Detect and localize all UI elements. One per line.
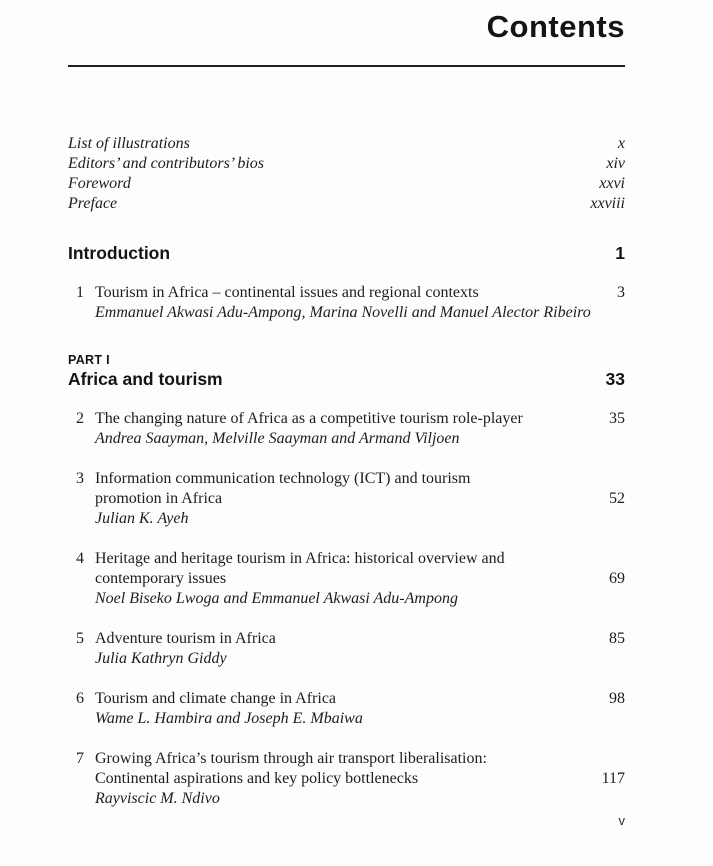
front-matter-label: Preface (68, 195, 118, 212)
chapter-entry-5 (68, 629, 625, 669)
chapter-page: 98 (609, 690, 625, 707)
chapter-body (95, 629, 625, 669)
chapter-title-line: Information communication technology (ICT) and tourism (95, 470, 471, 487)
chapter-number: 1 (76, 284, 84, 301)
chapter-authors: Julia Kathryn Giddy (95, 650, 227, 667)
chapter-authors: Andrea Saayman, Melville Saayman and Armand Viljoen (95, 430, 460, 447)
chapter-title-line: Heritage and heritage tourism in Africa: historical overview and (95, 550, 505, 567)
front-matter-page: x (617, 135, 625, 152)
chapter-body (95, 409, 625, 449)
chapter-page: 3 (617, 284, 625, 301)
chapter-body (95, 549, 625, 609)
part-1-title: Africa and tourism (68, 369, 223, 389)
chapter-title-row (95, 569, 625, 589)
chapter-number: 7 (76, 750, 84, 767)
title-rule (68, 65, 625, 67)
chapter-entry-6 (68, 689, 625, 729)
chapter-page: 69 (609, 570, 625, 587)
chapter-entry-4 (68, 549, 625, 609)
front-matter-page: xxvi (599, 175, 625, 192)
front-matter-item (68, 134, 625, 154)
chapter-number: 6 (76, 690, 84, 707)
chapter-number: 4 (76, 550, 84, 567)
part-1-label: PART I (68, 353, 110, 367)
front-matter-page: xxviii (590, 195, 625, 212)
chapter-page: 35 (609, 410, 625, 427)
chapter-title-line: promotion in Africa (95, 490, 223, 507)
chapter-number: 3 (76, 470, 84, 487)
front-matter-item (68, 174, 625, 194)
chapter-title-line: Continental aspirations and key policy bottlenecks (95, 770, 419, 787)
chapter-title-row (95, 489, 625, 509)
chapter-title-line: Tourism and climate change in Africa (95, 690, 337, 707)
front-matter-item (68, 154, 625, 174)
front-matter-label: List of illustrations (68, 135, 190, 152)
part-1-heading (68, 352, 625, 391)
chapter-title-line: Adventure tourism in Africa (95, 630, 276, 647)
chapter-entry-1 (68, 283, 625, 323)
chapter-page: 117 (601, 770, 625, 787)
front-matter-item (68, 194, 625, 214)
part-1-title-row (68, 368, 625, 391)
chapter-title-row (95, 689, 625, 709)
chapter-title-line: contemporary issues (95, 570, 227, 587)
front-matter-list (68, 134, 625, 214)
introduction-title: Introduction (68, 243, 171, 263)
introduction-page: 1 (615, 243, 625, 263)
page-content (68, 0, 625, 809)
chapter-authors: Wame L. Hambira and Joseph E. Mbaiwa (95, 710, 363, 727)
chapter-page: 85 (609, 630, 625, 647)
front-matter-label: Foreword (68, 175, 131, 192)
chapter-authors: Noel Biseko Lwoga and Emmanuel Akwasi Adu-Ampong (95, 590, 458, 607)
chapter-authors: Rayviscic M. Ndivo (95, 790, 220, 807)
chapter-entry-3 (68, 469, 625, 529)
chapter-body (95, 283, 625, 323)
page-folio: v (618, 813, 625, 828)
chapter-title-row (95, 629, 625, 649)
chapter-title-row (95, 409, 625, 429)
chapter-title-line: The changing nature of Africa as a competitive tourism role-player (95, 410, 523, 427)
chapter-body (95, 689, 625, 729)
front-matter-label: Editors’ and contributors’ bios (68, 155, 265, 172)
chapter-entry-2 (68, 409, 625, 449)
chapter-title-line: Growing Africa’s tourism through air transport liberalisation: (95, 750, 487, 767)
chapter-body (95, 469, 625, 529)
front-matter-page: xiv (606, 155, 625, 172)
chapter-title-line: Tourism in Africa – continental issues and regional contexts (95, 284, 479, 301)
chapter-page: 52 (609, 490, 625, 507)
chapter-body (95, 749, 625, 809)
chapter-number: 2 (76, 410, 84, 427)
introduction-heading (68, 241, 625, 265)
part-1-page: 33 (605, 369, 625, 389)
chapter-authors: Julian K. Ayeh (95, 510, 189, 527)
chapter-title-row (95, 283, 625, 303)
page-title: Contents (486, 9, 625, 44)
chapter-title-row (95, 769, 625, 789)
chapter-number: 5 (76, 630, 84, 647)
chapter-authors: Emmanuel Akwasi Adu-Ampong, Marina Novelli and Manuel Alector Ribeiro (95, 304, 591, 321)
chapter-entry-7 (68, 749, 625, 809)
